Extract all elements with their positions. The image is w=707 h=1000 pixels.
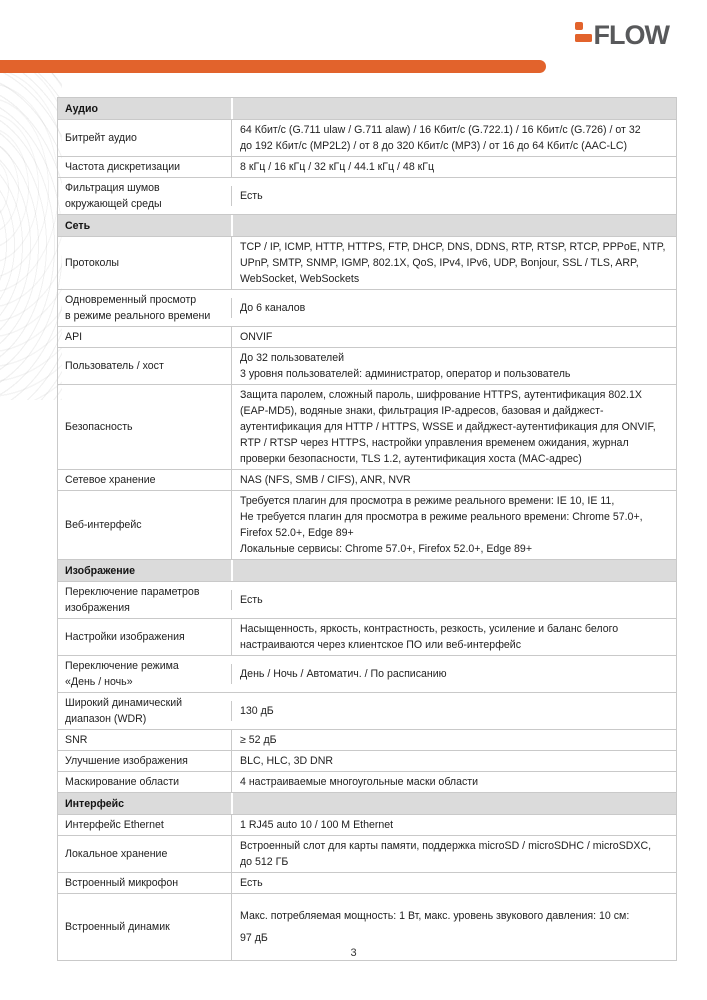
section-header-spacer (231, 215, 676, 236)
spec-value-line: RTP / RTSP через HTTPS, настройки управления временем ожидания, журнал (240, 437, 629, 449)
spec-value (231, 120, 676, 156)
spec-row (58, 836, 676, 873)
spec-value (231, 772, 676, 792)
spec-label (58, 730, 231, 750)
spec-value-line: ≥ 52 дБ (240, 734, 277, 746)
spec-row (58, 619, 676, 656)
section-title: Изображение (65, 564, 136, 577)
spec-row (58, 120, 676, 157)
spec-value-line: Встроенный слот для карты памяти, поддержка microSD / microSDHC / microSDXC, (240, 840, 652, 852)
spec-row (58, 491, 676, 560)
spec-label-line: Маскирование области (65, 776, 180, 788)
spec-row (58, 237, 676, 290)
spec-value (231, 664, 676, 684)
spec-label (58, 470, 231, 490)
spec-row (58, 582, 676, 619)
spec-label-line: SNR (65, 734, 88, 746)
spec-label-line: Фильтрация шумов (65, 182, 160, 194)
spec-label-line: Частота дискретизации (65, 161, 181, 173)
spec-value (231, 348, 676, 384)
spec-value-line: Есть (240, 877, 263, 889)
spec-value (231, 385, 676, 469)
spec-value (231, 470, 676, 490)
section-header-spacer (231, 560, 676, 581)
spec-label-line: Интерфейс Ethernet (65, 819, 164, 831)
spec-label (58, 873, 231, 893)
spec-value-line: День / Ночь / Автоматич. / По расписанию (240, 668, 447, 680)
spec-label (58, 751, 231, 771)
section-title: Аудио (65, 102, 98, 115)
spec-label-line: «День / ночь» (65, 676, 133, 688)
spec-value-line: 1 RJ45 auto 10 / 100 M Ethernet (240, 819, 394, 831)
spec-label-line: Протоколы (65, 257, 119, 269)
spec-value (231, 157, 676, 177)
spec-label-line: Локальное хранение (65, 848, 168, 860)
spec-value-line: До 6 каналов (240, 302, 306, 314)
spec-value-line: аутентификация для HTTP / HTTPS, WSSE и дайджест-аутентификация для ONVIF, (240, 421, 656, 433)
spec-row (58, 290, 676, 327)
spec-value (231, 815, 676, 835)
spec-row (58, 327, 676, 348)
spec-value (231, 619, 676, 655)
spec-value-line: Есть (240, 190, 263, 202)
section-header-row (58, 560, 676, 582)
spec-label-line: диапазон (WDR) (65, 713, 147, 725)
header-accent-bar (0, 60, 546, 73)
spec-row (58, 730, 676, 751)
flow-logo (575, 21, 669, 49)
spec-value (231, 298, 676, 318)
spec-label-line: Битрейт аудио (65, 132, 137, 144)
spec-label-line: Безопасность (65, 421, 133, 433)
spec-value-line: до 512 ГБ (240, 856, 289, 868)
section-header-spacer (231, 98, 676, 119)
spec-label-line: Веб-интерфейс (65, 519, 142, 531)
spec-label-line: Настройки изображения (65, 631, 185, 643)
spec-row (58, 751, 676, 772)
decorative-swirl (0, 70, 62, 400)
spec-label-line: Одновременный просмотр (65, 294, 197, 306)
section-block (58, 98, 676, 215)
spec-label (58, 908, 231, 946)
spec-label (58, 290, 231, 326)
spec-label-line: Пользователь / хост (65, 360, 164, 372)
spec-label (58, 772, 231, 792)
spec-row (58, 385, 676, 470)
spec-value-line: 130 дБ (240, 705, 274, 717)
spec-label (58, 356, 231, 376)
spec-label (58, 582, 231, 618)
spec-value-line: Насыщенность, яркость, контрастность, резкость, усиление и баланс белого (240, 623, 619, 635)
logo-text: FLOW (593, 20, 669, 50)
spec-label (58, 253, 231, 273)
spec-label-line: Переключение параметров (65, 586, 200, 598)
section-header-spacer (231, 793, 676, 814)
spec-value-line: BLC, HLC, 3D DNR (240, 755, 334, 767)
page-number: 3 (350, 947, 357, 959)
spec-value (231, 701, 676, 721)
section-title: Интерфейс (65, 797, 124, 810)
section-header-row (58, 215, 676, 237)
spec-label (58, 128, 231, 148)
spec-label (58, 327, 231, 347)
spec-value (231, 751, 676, 771)
spec-label-line: Встроенный динамик (65, 921, 170, 933)
spec-label (58, 178, 231, 214)
spec-label-line: API (65, 331, 83, 343)
spec-value (231, 873, 676, 893)
spec-row (58, 470, 676, 491)
spec-value (231, 237, 676, 289)
spec-value-line: 3 уровня пользователей: администратор, оператор и пользователь (240, 368, 571, 380)
spec-value (231, 186, 676, 206)
section-block (58, 215, 676, 560)
spec-value-line: Не требуется плагин для просмотра в режиме реального времени: Chrome 57.0+, (240, 511, 643, 523)
spec-value-line: 8 кГц / 16 кГц / 32 кГц / 44.1 кГц / 48 кГц (240, 161, 435, 173)
spec-row (58, 656, 676, 693)
spec-value-line: Защита паролем, сложный пароль, шифрование HTTPS, аутентификация 802.1X (240, 389, 642, 401)
spec-row (58, 693, 676, 730)
section-block (58, 793, 676, 960)
spec-label-line: Встроенный микрофон (65, 877, 179, 889)
spec-value-line: UPnP, SMTP, SNMP, IGMP, 802.1X, QoS, IPv4, IPv6, UDP, Bonjour, SSL / TLS, ARP, (240, 257, 639, 269)
spec-label (58, 515, 231, 535)
spec-value-line: 97 дБ (240, 932, 268, 944)
logo-i-mark-icon (575, 21, 592, 49)
section-header-row (58, 793, 676, 815)
spec-value (231, 491, 676, 559)
section-header-row (58, 98, 676, 120)
spec-value-line: 64 Кбит/с (G.711 ulaw / G.711 alaw) / 16 Кбит/с (G.722.1) / 16 Кбит/с (G.726) / от 32 (240, 124, 641, 136)
spec-value-line: NAS (NFS, SMB / CIFS), ANR, NVR (240, 474, 411, 486)
spec-value-line: ONVIF (240, 331, 273, 343)
spec-value (231, 590, 676, 610)
spec-value-line: До 32 пользователей (240, 352, 345, 364)
spec-row (58, 815, 676, 836)
spec-value-line: Есть (240, 594, 263, 606)
spec-label (58, 627, 231, 647)
spec-value-line: TCP / IP, ICMP, HTTP, HTTPS, FTP, DHCP, DNS, DDNS, RTP, RTSP, RTCP, PPPoE, NTP, (240, 241, 666, 253)
spec-value-line: 4 настраиваемые многоугольные маски области (240, 776, 479, 788)
spec-label-line: окружающей среды (65, 198, 162, 210)
spec-label-line: изображения (65, 602, 130, 614)
spec-value-line: Требуется плагин для просмотра в режиме реального времени: IE 10, IE 11, (240, 495, 615, 507)
spec-value (231, 730, 676, 750)
spec-value-line: Локальные сервисы: Chrome 57.0+, Firefox 52.0+, Edge 89+ (240, 543, 533, 555)
spec-label (58, 815, 231, 835)
spec-value-line: (EAP-MD5), водяные знаки, фильтрация IP-адресов, базовая и дайджест- (240, 405, 604, 417)
spec-value-line: Макс. потребляемая мощность: 1 Вт, макс. уровень звукового давления: 10 см: (240, 910, 630, 922)
spec-row (58, 873, 676, 894)
spec-label-line: Широкий динамический (65, 697, 183, 709)
spec-value-line: Firefox 52.0+, Edge 89+ (240, 527, 354, 539)
spec-label (58, 417, 231, 437)
logo-i-dash (575, 34, 592, 42)
spec-label (58, 656, 231, 692)
spec-value-line: проверки безопасности, TLS 1.2, аутентификация хоста (MAC-адрес) (240, 453, 582, 465)
spec-label (58, 157, 231, 177)
spec-label (58, 693, 231, 729)
spec-value-line: WebSocket, WebSockets (240, 273, 360, 285)
spec-label-line: Сетевое хранение (65, 474, 156, 486)
logo-i-dot (575, 22, 583, 30)
spec-label-line: Переключение режима (65, 660, 179, 672)
spec-row (58, 348, 676, 385)
spec-value-line: до 192 Кбит/с (MP2L2) / от 8 до 320 Кбит/с (MP3) / от 16 до 64 Кбит/с (AAC-LC) (240, 140, 628, 152)
spec-value (231, 836, 676, 872)
spec-table (57, 97, 677, 961)
spec-label (58, 844, 231, 864)
section-block (58, 560, 676, 793)
spec-value (231, 327, 676, 347)
spec-label-line: Улучшение изображения (65, 755, 188, 767)
spec-row (58, 178, 676, 215)
spec-row (58, 772, 676, 793)
spec-row (58, 157, 676, 178)
spec-value-line: настраиваются через клиентское ПО или веб-интерфейс (240, 639, 522, 651)
section-title: Сеть (65, 219, 91, 232)
spec-label-line: в режиме реального времени (65, 310, 211, 322)
